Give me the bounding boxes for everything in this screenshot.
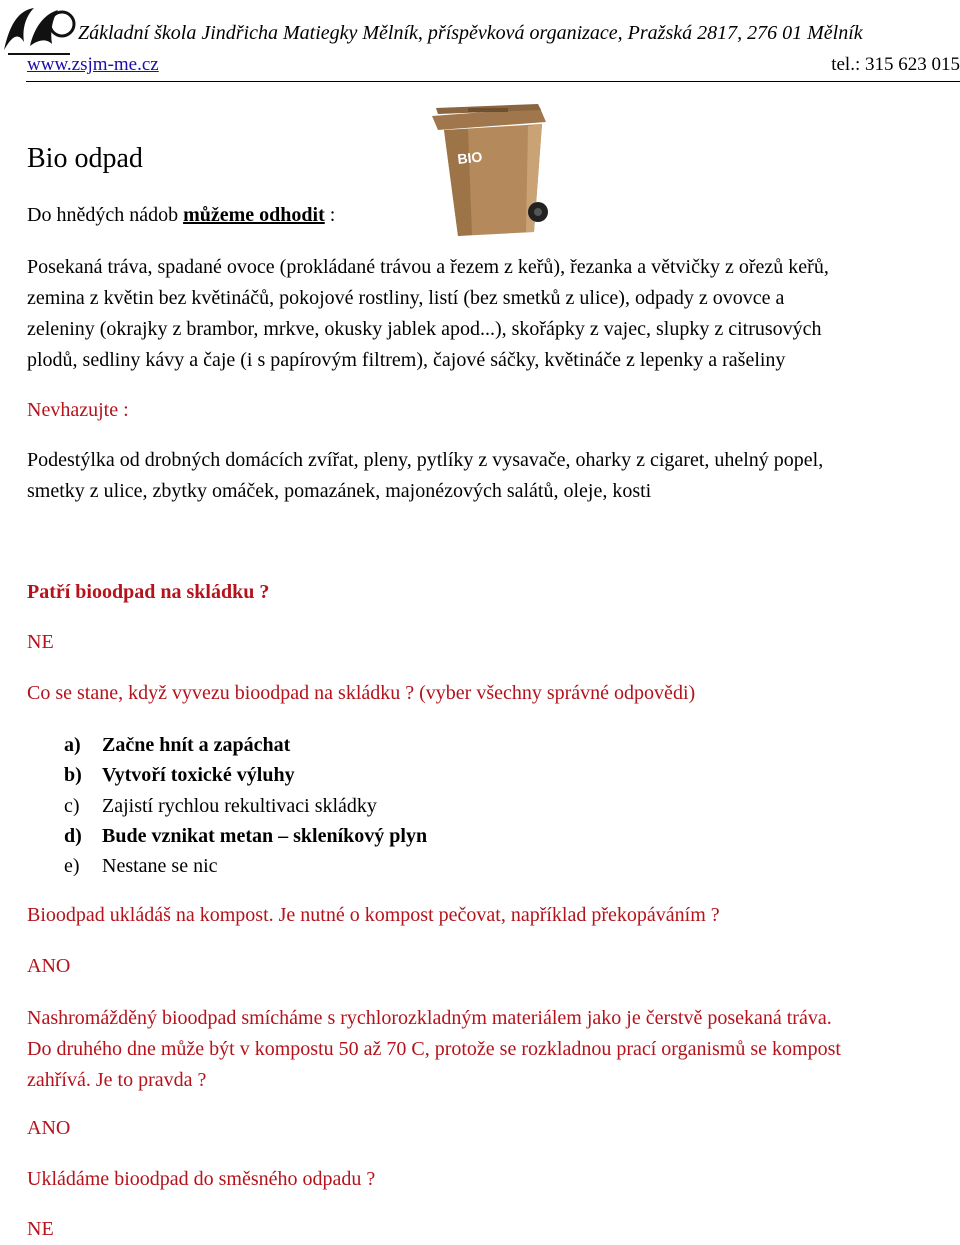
question-4-line: zahřívá. Je to pravda ? <box>27 1069 207 1091</box>
option-label: e) <box>64 855 80 878</box>
intro-text: Do hnědých nádob <box>27 204 184 226</box>
option-b <box>27 760 427 790</box>
website-link[interactable]: www.zsjm-me.cz <box>27 54 159 75</box>
question-4-line: Do druhého dne může být v kompostu 50 až 70 C, protože se rozkladnou prací organismů se kompost <box>27 1038 841 1060</box>
answer-options <box>27 730 427 881</box>
school-logo-icon <box>0 2 76 58</box>
question-4 <box>27 1003 959 1096</box>
option-text: Bude vznikat metan – skleníkový plyn <box>102 824 428 847</box>
answer-4: ANO <box>27 1117 71 1139</box>
answer-1: NE <box>27 631 54 653</box>
option-c <box>27 791 427 821</box>
intro-suffix: : <box>324 204 336 226</box>
bin-label: BIO <box>456 148 484 167</box>
option-label: c) <box>64 794 80 817</box>
header-divider <box>26 81 960 82</box>
option-text: Zajistí rychlou rekultivaci skládky <box>102 794 377 817</box>
option-text: Nestane se nic <box>102 855 218 878</box>
question-5: Ukládáme bioodpad do směsného odpadu ? <box>27 1168 376 1190</box>
question-2: Co se stane, když vyvezu bioodpad na skládku ? (vyber všechny správné odpovědi) <box>27 682 696 704</box>
forbidden-heading: Nevhazujte : <box>27 399 129 421</box>
phone-number: tel.: 315 623 015 <box>831 54 960 75</box>
intro-line <box>27 200 959 231</box>
question-4-line: Nashromážděný bioodpad smícháme s rychlorozkladným materiálem jako je čerstvě posekaná tráva. <box>27 1007 832 1029</box>
option-d <box>27 821 427 851</box>
page-title: Bio odpad <box>27 143 143 174</box>
allowed-line: plodů, sedliny kávy a čaje (i s papírovým filtrem), čajové sáčky, květináče z lepenky a rašeliny <box>27 349 786 371</box>
question-1: Patří bioodpad na skládku ? <box>27 581 270 603</box>
intro-emphasis: můžeme odhodit <box>183 204 325 226</box>
forbidden-line: smetky z ulice, zbytky omáček, pomazánek, majonézových salátů, oleje, kosti <box>27 480 652 502</box>
allowed-line: zemina z květin bez květináčů, pokojové rostliny, listí (bez smetků z ulice), odpady z ovovce a <box>27 287 785 309</box>
answer-3: ANO <box>27 955 71 977</box>
school-name: Základní škola Jindřicha Matiegky Mělník, příspěvková organizace, Pražská 2817, 276 01 Mělník <box>78 22 863 44</box>
option-text: Vytvoří toxické výluhy <box>102 764 295 787</box>
forbidden-line: Podestýlka od drobných domácích zvířat, pleny, pytlíky z vysavače, oharky z cigaret, uhelný popel, <box>27 449 824 471</box>
option-e <box>27 851 427 881</box>
option-text: Začne hnít a zapáchat <box>102 734 291 756</box>
question-3: Bioodpad ukládáš na kompost. Je nutné o kompost pečovat, například překopáváním ? <box>27 904 720 926</box>
option-label: a) <box>64 734 81 756</box>
allowed-line: zeleniny (okrajky z brambor, mrkve, okusky jablek apod...), skořápky z vajec, slupky z citrusových <box>27 318 822 340</box>
option-a <box>27 730 427 760</box>
allowed-items <box>27 252 959 376</box>
allowed-line: Posekaná tráva, spadané ovoce (prokládané trávou a řezem z keřů), řezanka a větvičky z ořezů keřů, <box>27 256 829 278</box>
answer-5: NE <box>27 1218 54 1240</box>
forbidden-items <box>27 445 959 507</box>
option-label: d) <box>64 824 82 847</box>
option-label: b) <box>64 764 82 787</box>
